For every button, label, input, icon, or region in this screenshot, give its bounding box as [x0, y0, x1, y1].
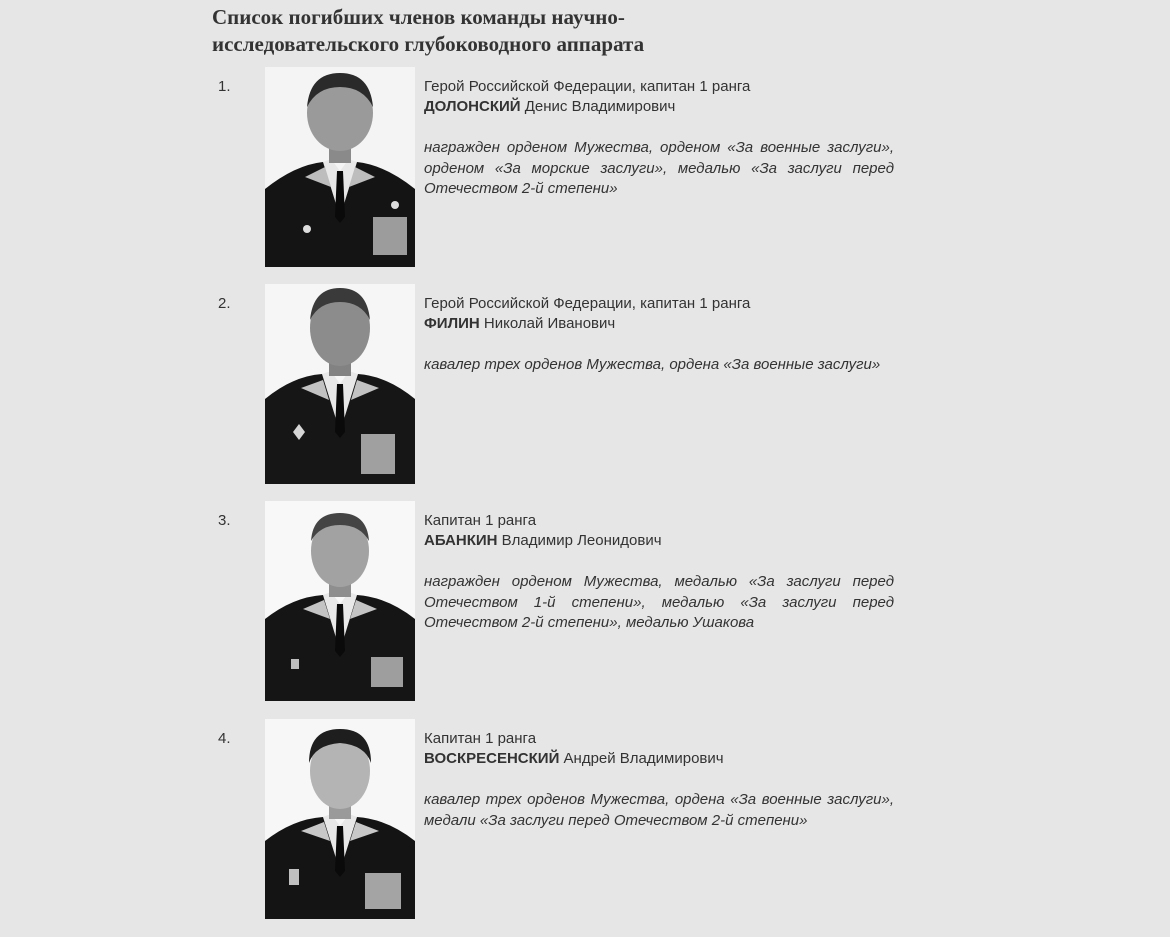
given-names: Владимир Леонидович [501, 532, 662, 549]
awards-text: награжден орденом Мужества, медалью «За заслуги перед Отечеством 1-й степени», медалью «За заслуги перед Отечеством 2-й степени», медалью Ушакова [424, 573, 894, 631]
awards-text: кавалер трех орденов Мужества, ордена «За военные заслуги», медали «За заслуги перед Отечеством 2-й степени» [424, 791, 894, 829]
given-names: Николай Иванович [483, 315, 616, 332]
full-name [424, 314, 894, 334]
rank-text: Герой Российской Федерации, капитан 1 ранга [424, 295, 751, 312]
surname: ДОЛОНСКИЙ [424, 98, 521, 115]
rank-text: Капитан 1 ранга [424, 730, 537, 747]
entry-number: 4. [218, 730, 231, 747]
entry-number: 1. [218, 78, 231, 95]
awards-text: кавалер трех орденов Мужества, ордена «За военные заслуги» [424, 356, 881, 373]
portrait-photo [265, 501, 415, 701]
surname: АБАНКИН [424, 532, 498, 549]
rank-text: Герой Российской Федерации, капитан 1 ранга [424, 78, 751, 95]
list-item [0, 511, 1170, 711]
portrait-photo [265, 284, 415, 484]
list-item [0, 77, 1170, 277]
entry-number: 2. [218, 295, 231, 312]
full-name [424, 749, 894, 769]
entry-info [424, 511, 894, 634]
entry-info [424, 294, 894, 376]
portrait-photo [265, 719, 415, 919]
surname: ФИЛИН [424, 315, 480, 332]
full-name [424, 97, 894, 117]
full-name [424, 531, 894, 551]
awards-text: награжден орденом Мужества, орденом «За военные заслуги», орденом «За морские заслуги», медалью «За заслуги перед Отечеством 2-й степени» [424, 139, 894, 197]
page-title: Список погибших членов команды научно-исследовательского глубоководного аппарата [212, 5, 645, 56]
portrait-photo [265, 67, 415, 267]
given-names: Денис Владимирович [524, 98, 676, 115]
given-names: Андрей Владимирович [563, 750, 724, 767]
entry-number: 3. [218, 512, 231, 529]
entry-info [424, 77, 894, 200]
surname: ВОСКРЕСЕНСКИЙ [424, 750, 560, 767]
rank-text: Капитан 1 ранга [424, 512, 537, 529]
list-item [0, 729, 1170, 929]
entry-info [424, 729, 894, 831]
list-item [0, 294, 1170, 494]
